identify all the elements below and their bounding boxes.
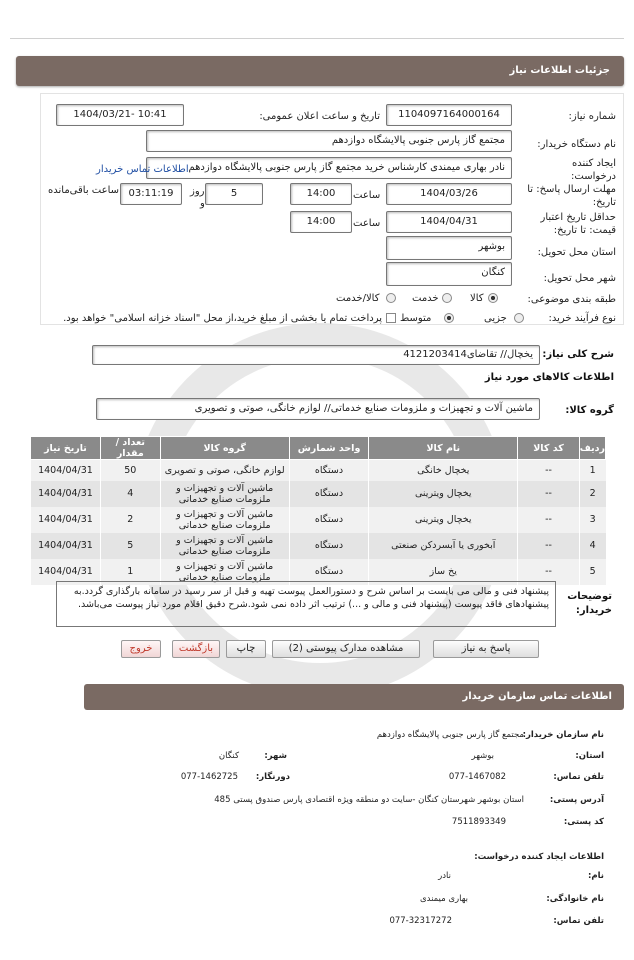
goods-info-title: اطلاعات کالاهای مورد نیاز (484, 372, 614, 383)
cell-group: ماشین آلات و تجهیزات و ملزومات صنایع خدماتی (160, 559, 289, 585)
group-label: گروه کالا: (565, 405, 614, 416)
cell-code: -- (518, 533, 580, 559)
creator-phone-label: تلفن تماس: (553, 916, 604, 926)
category-option-goods: کالا (470, 293, 484, 304)
table-row (31, 481, 606, 507)
table-row (31, 533, 606, 559)
col-row: ردیف (579, 437, 605, 460)
province-label: استان محل تحویل: (537, 247, 616, 258)
creator-name-label: نام: (587, 871, 604, 881)
days-label: روز (190, 186, 205, 197)
reply-button[interactable]: پاسخ به نیاز (433, 640, 539, 658)
back-button[interactable]: بازگشت (172, 640, 220, 658)
creator-info-title: اطلاعات ایجاد کننده درخواست: (474, 852, 604, 862)
validity-time-field: 14:00 (290, 211, 352, 233)
cell-group: ماشین آلات و تجهیزات و ملزومات صنایع خدماتی (160, 533, 289, 559)
contact-postal-label: کد پستی: (563, 817, 604, 827)
creator-label: ایجاد کننده درخواست: (571, 158, 616, 182)
cell-qty: 5 (100, 533, 160, 559)
col-group: گروه کالا (160, 437, 289, 460)
days-field: 5 (205, 183, 263, 205)
cell-unit: دستگاه (289, 533, 369, 559)
category-option-both: کالا/خدمت (336, 293, 380, 304)
deadline-date-field: 1404/03/26 (386, 183, 512, 205)
contact-org-label: نام سازمان خریدار: (522, 730, 604, 740)
contact-postal-value: 7511893349 (451, 817, 506, 827)
category-label: طبقه بندی موضوعی: (527, 294, 616, 305)
process-radio-small[interactable] (514, 313, 524, 323)
city-label: شهر محل تحویل: (543, 273, 616, 284)
cell-unit: دستگاه (289, 507, 369, 533)
table-row (31, 507, 606, 533)
need-number-field: 1104097164000164 (386, 104, 512, 126)
process-option-small: جزیی (484, 313, 507, 324)
contact-phone-value: 077-1467082 (448, 772, 506, 782)
info-panel (40, 93, 624, 325)
col-code: کد کالا (518, 437, 580, 460)
contact-title: اطلاعات تماس سازمان خریدار (462, 691, 612, 702)
cell-group: ماشین آلات و تجهیزات و ملزومات صنایع خدماتی (160, 481, 289, 507)
contact-org-value: مجتمع گاز پارس جنوبی پالایشگاه دوازدهم (376, 730, 524, 740)
cell-qty: 1 (100, 559, 160, 585)
cell-code: -- (518, 481, 580, 507)
cell-name: یخ ساز (369, 559, 518, 585)
cell-date: 1404/04/31 (31, 559, 101, 585)
treasury-checkbox[interactable] (386, 313, 396, 323)
category-option-service: خدمت (412, 293, 439, 304)
buyer-org-field: مجتمع گاز پارس جنوبی پالایشگاه دوازدهم (146, 130, 512, 152)
details-title: جزئیات اطلاعات نیاز (509, 65, 610, 76)
col-name: نام کالا (369, 437, 518, 460)
contact-city-label: شهر: (264, 751, 287, 761)
and-label: و (200, 198, 205, 209)
contact-city-value: کنگان (218, 751, 239, 761)
deadline-time-field: 14:00 (290, 183, 352, 205)
cell-qty: 4 (100, 481, 160, 507)
col-date: تاریخ نیاز (31, 437, 101, 460)
category-radio-both[interactable] (386, 293, 396, 303)
contact-address-value: استان بوشهر شهرستان کنگان -سایت دو منطقه ویژه اقتصادی پارس صندوق پستی 485 (214, 795, 524, 805)
col-qty: تعداد / مقدار (100, 437, 160, 460)
cell-date: 1404/04/31 (31, 481, 101, 507)
items-table (30, 436, 606, 585)
deadline-label: مهلت ارسال پاسخ: تا تاریخ: (527, 184, 616, 208)
contact-header (84, 684, 624, 710)
contact-province-label: استان: (575, 751, 604, 761)
city-field: کنگان (386, 262, 512, 286)
creator-family-value: بهاری میمندی (419, 894, 468, 904)
cell-code: -- (518, 460, 580, 481)
creator-name-value: نادر (438, 871, 451, 881)
cell-group: ماشین آلات و تجهیزات و ملزومات صنایع خدماتی (160, 507, 289, 533)
cell-code: -- (518, 507, 580, 533)
cell-row: 1 (579, 460, 605, 481)
cell-date: 1404/04/31 (31, 533, 101, 559)
validity-date-field: 1404/04/31 (386, 211, 512, 233)
print-button[interactable]: چاپ (226, 640, 266, 658)
announce-label: تاریخ و ساعت اعلان عمومی: (259, 111, 380, 122)
cell-unit: دستگاه (289, 460, 369, 481)
category-radio-service[interactable] (442, 293, 452, 303)
remaining-label: ساعت باقی‌مانده (48, 185, 120, 196)
category-radio-goods[interactable] (488, 293, 498, 303)
buyer-org-label: نام دستگاه خریدار: (537, 139, 616, 150)
deadline-time-label: ساعت (353, 190, 381, 201)
cell-unit: دستگاه (289, 481, 369, 507)
details-header (16, 56, 624, 86)
items-table-header (31, 437, 606, 460)
process-label: نوع فرآیند خرید: (548, 313, 616, 324)
contact-fax-label: دورنگار: (255, 772, 290, 782)
cell-date: 1404/04/31 (31, 460, 101, 481)
announce-field: 1404/03/21- 10:41 (56, 104, 184, 126)
notes-field: پیشنهاد فنی و مالی می بایست بر اساس شرح و دستورالعمل پیوست تهیه و قبل از سر رسید در سامانه بارگذاری گردد.به پیشنهادهای فاقد پیوست (پیشنهاد فنی و مالی و ...) ترتیب اثر داده نمی شود.شرح دقیق اقلام مورد نیاز پیوست می‌باشد. (56, 581, 556, 627)
table-row (31, 460, 606, 481)
cell-group: لوازم خانگی، صوتی و تصویری (160, 460, 289, 481)
cell-date: 1404/04/31 (31, 507, 101, 533)
cell-code: -- (518, 559, 580, 585)
contact-phone-label: تلفن تماس: (553, 772, 604, 782)
cell-row: 5 (579, 559, 605, 585)
summary-label: شرح کلی نیاز: (542, 349, 614, 360)
cell-row: 3 (579, 507, 605, 533)
process-radio-medium[interactable] (444, 313, 454, 323)
summary-field: یخچال// تقاضای4121203414 (92, 345, 540, 365)
col-unit: واحد شمارش (289, 437, 369, 460)
validity-time-label: ساعت (353, 218, 381, 229)
cell-name: یخچال خانگی (369, 460, 518, 481)
cell-qty: 50 (100, 460, 160, 481)
need-number-label: شماره نیاز: (568, 111, 616, 122)
top-divider (10, 38, 624, 39)
cell-name: یخچال ویترینی (369, 481, 518, 507)
creator-phone-value: 077-32317272 (389, 916, 452, 926)
cell-row: 2 (579, 481, 605, 507)
process-option-medium: متوسط (400, 313, 432, 324)
contact-province-value: بوشهر (471, 751, 494, 761)
contact-fax-value: 077-1462725 (180, 772, 238, 782)
notes-label: توضیحات خریدار: (567, 591, 612, 616)
group-field: ماشین آلات و تجهیزات و ملزومات صنایع خدماتی// لوازم خانگی، صوتی و تصویری (96, 398, 540, 420)
attachments-button[interactable]: مشاهده مدارک پیوستی (2) (272, 640, 420, 658)
exit-button[interactable]: خروج (121, 640, 161, 658)
province-field: بوشهر (386, 236, 512, 260)
creator-field: نادر بهاری میمندی کارشناس خرید مجتمع گاز پارس جنوبی پالایشگاه دوازدهم (146, 157, 512, 179)
cell-name: یخچال ویترینی (369, 507, 518, 533)
remaining-time-field: 03:11:19 (120, 183, 182, 205)
treasury-note: پرداخت تمام یا بخشی از مبلغ خرید،از محل "اسناد خزانه اسلامی" خواهد بود. (63, 313, 382, 324)
validity-label: حداقل تاریخ اعتبار قیمت: تا تاریخ: (540, 212, 616, 236)
creator-family-label: نام خانوادگی: (546, 894, 604, 904)
cell-row: 4 (579, 533, 605, 559)
cell-unit: دستگاه (289, 559, 369, 585)
cell-name: آبخوری یا آبسردکن صنعتی (369, 533, 518, 559)
contact-address-label: آدرس پستی: (549, 795, 604, 805)
buyer-contact-link[interactable]: اطلاعات تماس خریدار (96, 164, 189, 175)
cell-qty: 2 (100, 507, 160, 533)
